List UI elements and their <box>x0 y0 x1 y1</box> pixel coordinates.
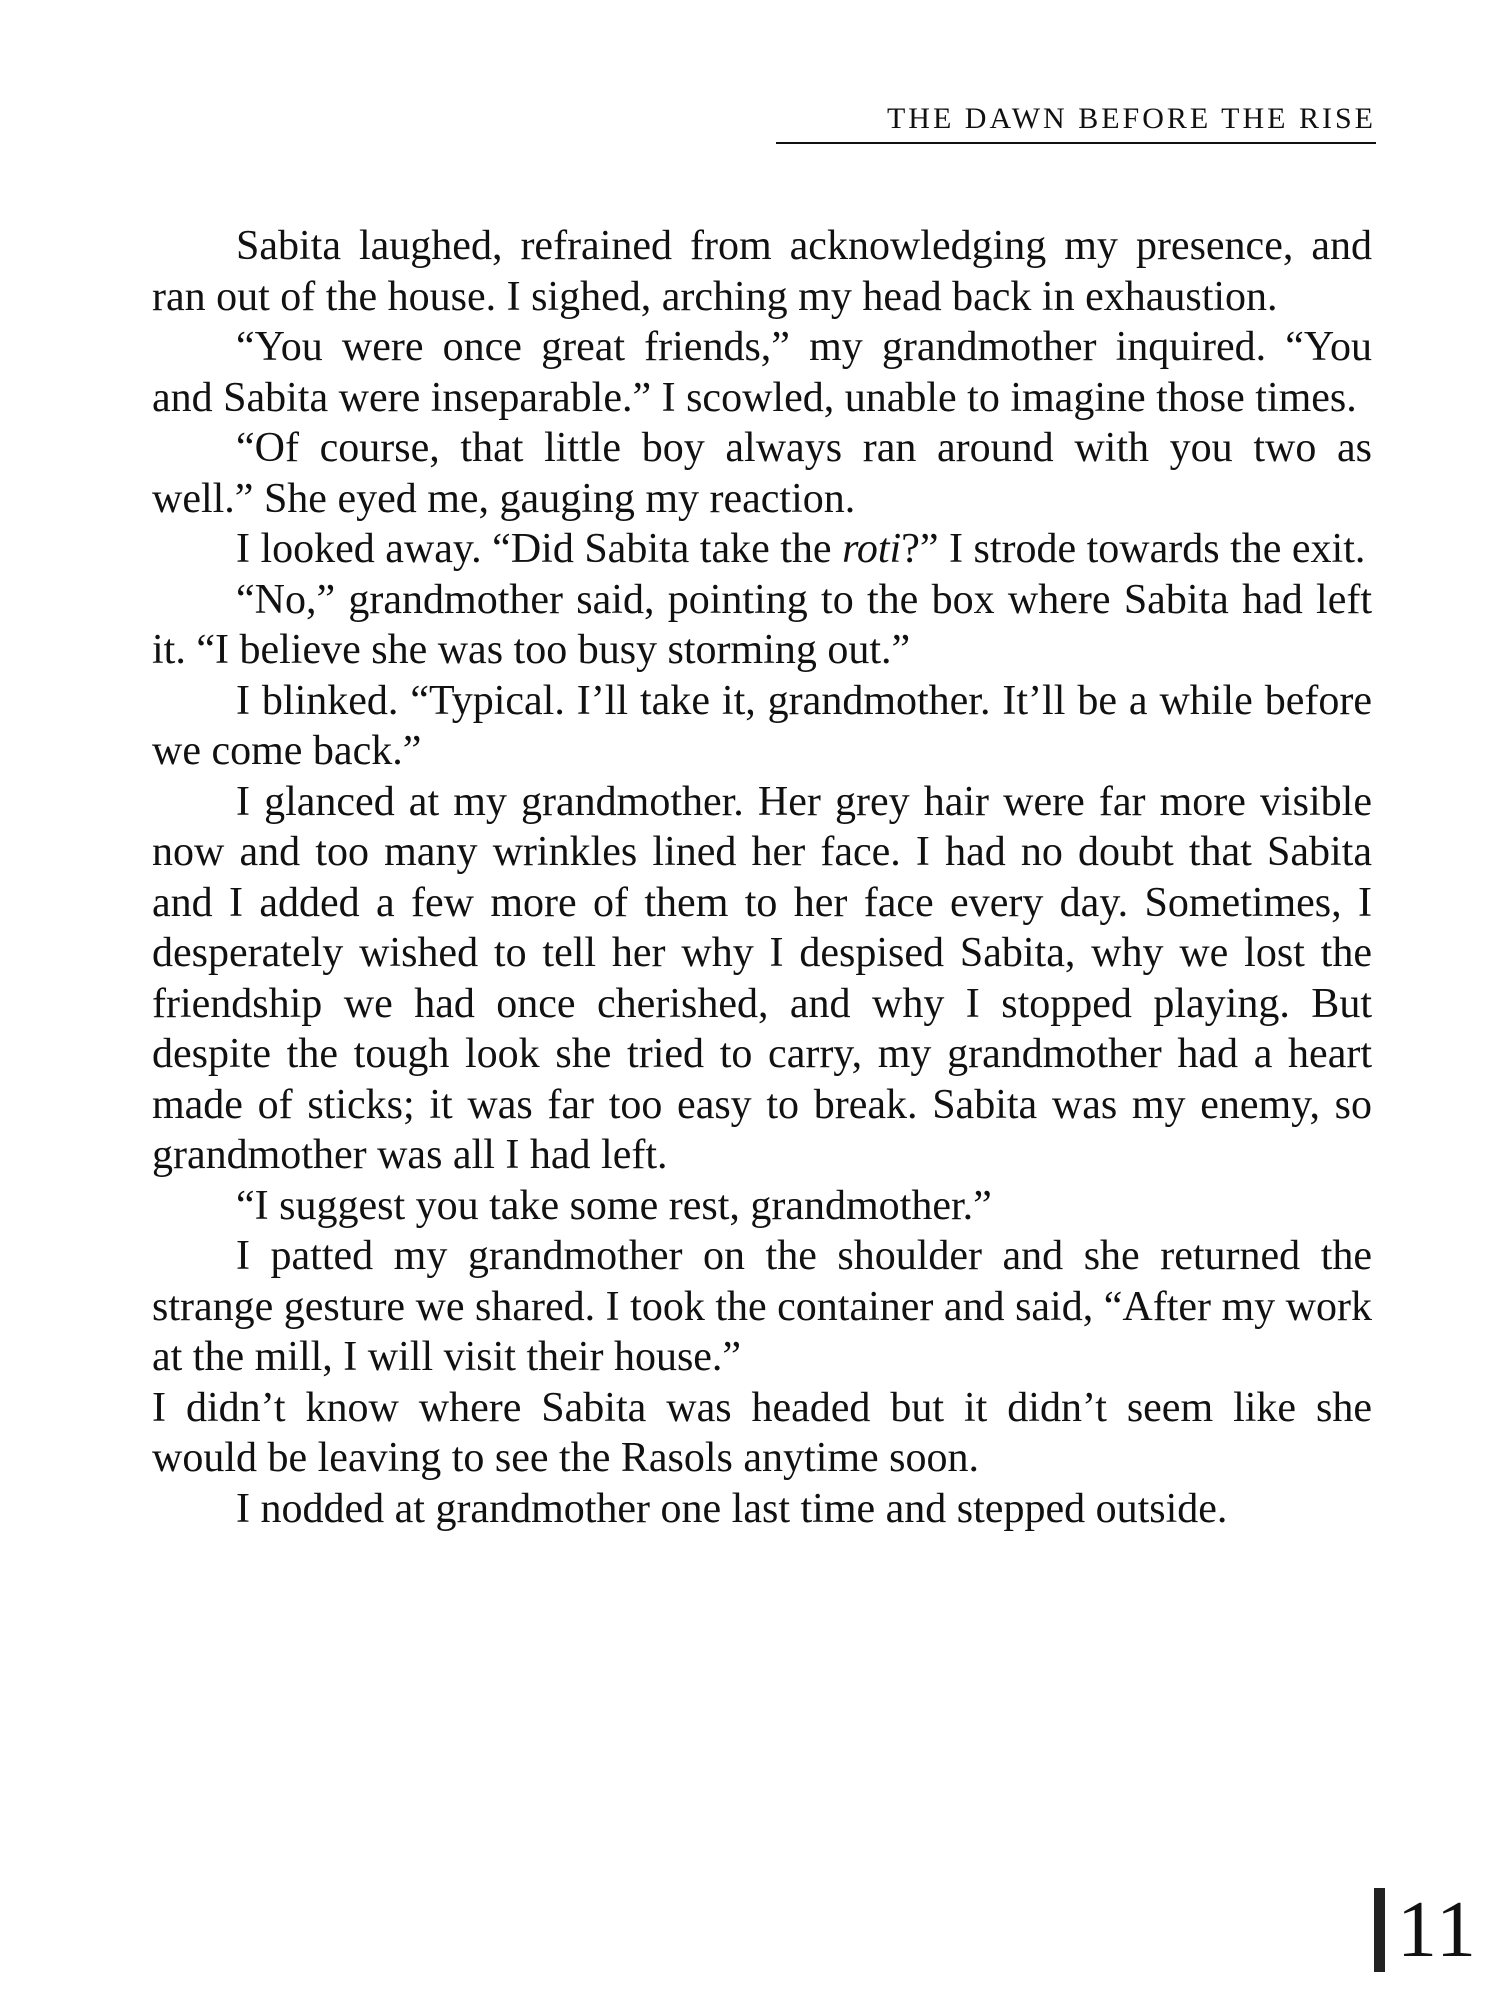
paragraph-10: I didn’t know where Sabita was headed but it didn’t seem like she would be leaving to see the Rasols anytime soon. <box>152 1384 1372 1481</box>
paragraph-8: “I suggest you take some rest, grandmother.” <box>236 1182 992 1229</box>
paragraph-4-italic-word: roti <box>842 526 902 572</box>
paragraph-4 <box>152 524 1372 575</box>
paragraph-5: “No,” grandmother said, pointing to the box where Sabita had left it. “I believe she was too busy storming out.” <box>152 576 1372 673</box>
paragraph-9: I patted my grandmother on the shoulder and she returned the strange gesture we shared. I took the container and said, “After my work at the mill, I will visit their house.” <box>152 1233 1372 1380</box>
paragraph-7: I glanced at my grandmother. Her grey hair were far more visible now and too many wrinkles lined her face. I had no doubt that Sabita and I added a few more of them to her face every day. Sometimes, I desperately wished to tell her why I despised Sabita, why we lost the friendship we had once cherished, and why I stopped playing. But despite the tough look she tried to carry, my grandmother had a heart made of sticks; it was far too easy to break. Sabita was my enemy, so grandmother was all I had left. <box>152 778 1372 1178</box>
page-number: 11 <box>1396 1886 1478 1974</box>
paragraph-4-before: I looked away. “Did Sabita take the <box>236 526 843 572</box>
paragraph-11: I nodded at grandmother one last time and stepped outside. <box>236 1485 1228 1532</box>
folio-bar <box>1374 1888 1385 1972</box>
paragraph-1: Sabita laughed, refrained from acknowledging my presence, and ran out of the house. I sighed, arching my head back in exhaustion. <box>152 223 1372 320</box>
body-text <box>152 221 1372 1534</box>
paragraph-2: “You were once great friends,” my grandmother inquired. “You and Sabita were inseparable.” I scowled, unable to imagine those times. <box>152 324 1372 421</box>
running-header: THE DAWN BEFORE THE RISE <box>776 104 1376 144</box>
paragraph-4-after: ?” I strode towards the exit. <box>901 526 1366 572</box>
paragraph-6: I blinked. “Typical. I’ll take it, grandmother. It’ll be a while before we come back.” <box>152 677 1372 774</box>
page-folio <box>1374 1885 1478 1975</box>
paragraph-3: “Of course, that little boy always ran around with you two as well.” She eyed me, gauging my reaction. <box>152 425 1372 522</box>
